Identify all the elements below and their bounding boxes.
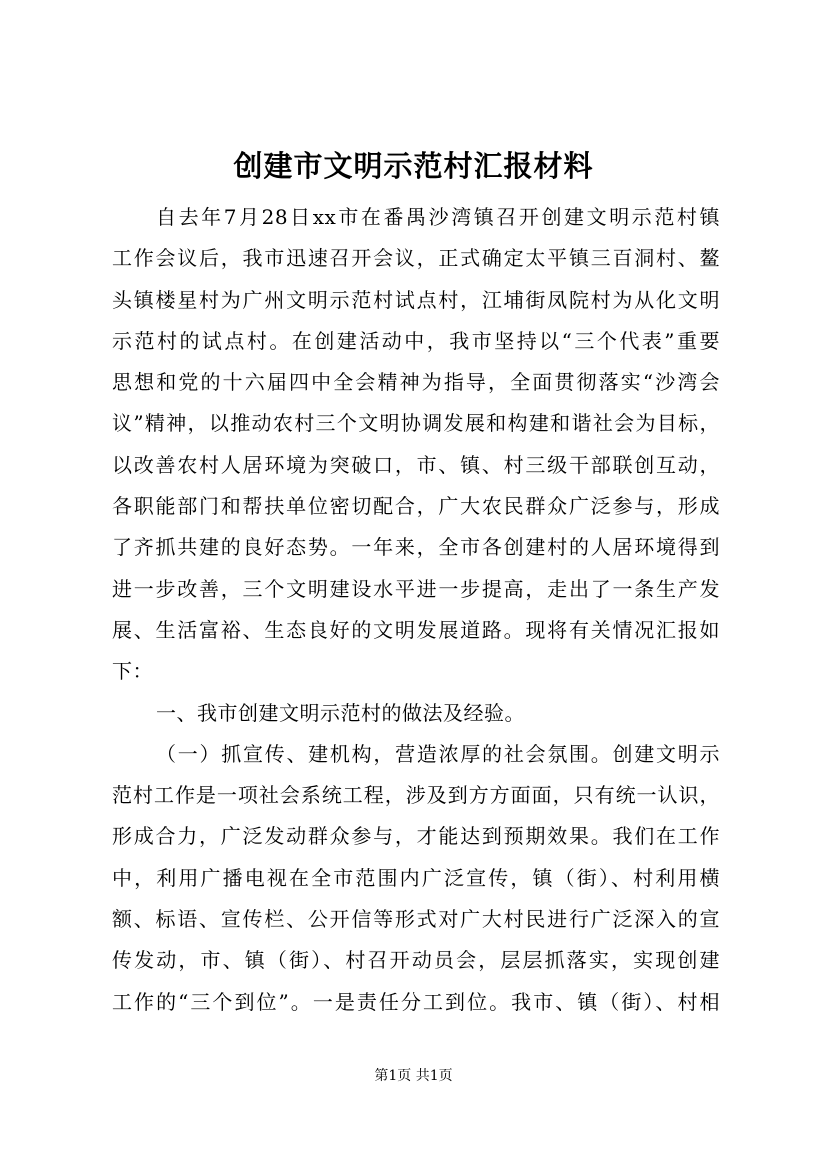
text-line: 了齐抓共建的良好态势。一年来，全市各创建村的人居环境得到	[112, 535, 720, 560]
text-line: 形成合力，广泛发动群众参与，才能达到预期效果。我们在工作	[112, 824, 720, 849]
text-line: 头镇楼星村为广州文明示范村试点村，江埔街凤院村为从化文明	[112, 287, 720, 312]
text-line: 传发动，市、镇（街）、村召开动员会，层层抓落实，实现创建	[112, 948, 720, 973]
document-title: 创建市文明示范村汇报材料	[233, 149, 594, 183]
page-footer: 第1页 共1页	[374, 1068, 453, 1084]
text-line: 示范村的试点村。在创建活动中，我市坚持以“三个代表”重要	[112, 328, 720, 353]
section-heading: 一、我市创建文明示范村的做法及经验。	[156, 700, 525, 725]
text-line: 展、生活富裕、生态良好的文明发展道路。现将有关情况汇报如	[112, 617, 720, 642]
text-line: 自去年7月28日xx市在番禺沙湾镇召开创建文明示范村镇	[156, 205, 720, 229]
text-line: 思想和党的十六届四中全会精神为指导，全面贯彻落实“沙湾会	[112, 370, 720, 395]
text-line: 范村工作是一项社会系统工程，涉及到方方面面，只有统一认识，	[112, 783, 720, 808]
text-line: 进一步改善，三个文明建设水平进一步提高，走出了一条生产发	[112, 576, 720, 601]
text-line: 额、标语、宣传栏、公开信等形式对广大村民进行广泛深入的宣	[112, 907, 720, 932]
text-line: 下：	[112, 659, 153, 684]
document-body	[112, 197, 720, 1023]
text-line: 工作的“三个到位”。一是责任分工到位。我市、镇（街）、村相	[112, 989, 720, 1014]
text-line: 各职能部门和帮扶单位密切配合，广大农民群众广泛参与，形成	[112, 494, 720, 519]
text-line: （一）抓宣传、建机构，营造浓厚的社会氛围。创建文明示	[156, 741, 720, 766]
text-line: 议”精神，以推动农村三个文明协调发展和构建和谐社会为目标，	[112, 411, 720, 436]
text-line: 工作会议后，我市迅速召开会议，正式确定太平镇三百洞村、鳌	[112, 246, 720, 271]
text-line: 中，利用广播电视在全市范围内广泛宣传，镇（街）、村利用横	[112, 865, 720, 890]
text-line: 以改善农村人居环境为突破口，市、镇、村三级干部联创互动，	[112, 452, 720, 477]
